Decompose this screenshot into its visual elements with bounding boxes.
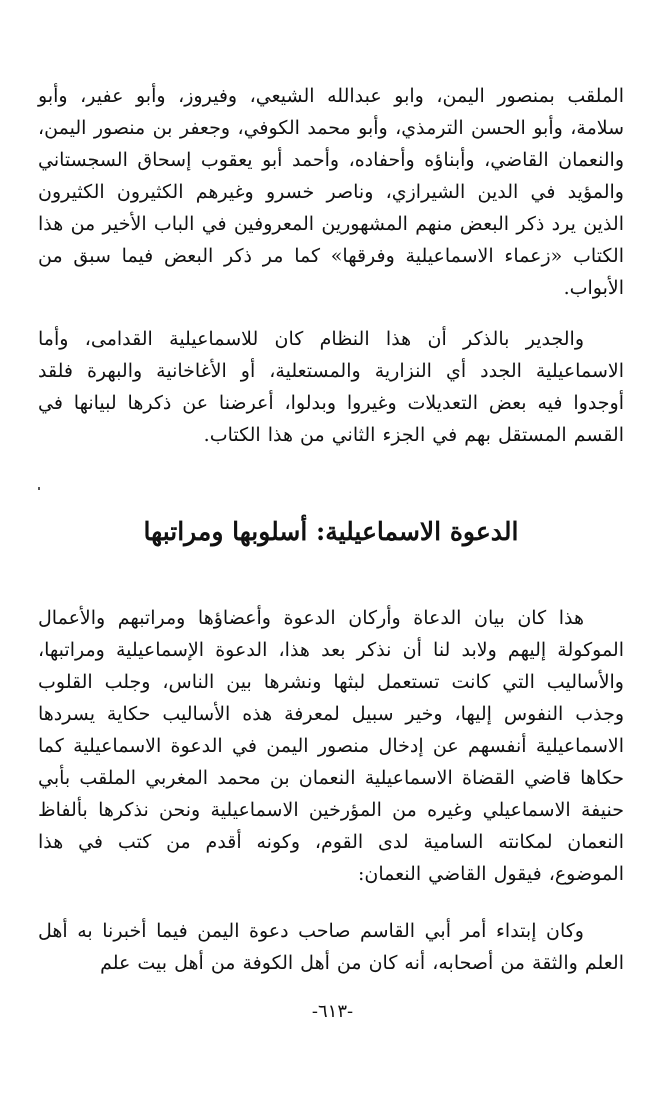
paragraph-dawa-methods: هذا كان بيان الدعاة وأركان الدعوة وأعضاؤها ومراتبهم والأعمال الموكولة إليهم ولابد لنا أن نذكر بعد هذا، الدعوة الإسماعيلية ومراتبها، والأساليب التي كانت تستعمل لبثها ونشرها بين الناس، وجلب القلوب وجذب النفوس إليها، وخير سبيل لمعرفة هذه الأساليب حكاية يسردها الاسماعيلية أنفسهم عن إدخال منصور اليمن في الدعوة الاسماعيلية كما حكاها قاضي القضاة الاسماعيلية النعمان بن محمد المغربي الملقب بأبي حنيفة الاسماعيلي وغيره من المؤرخين الاسماعيلية ونحن نذكرها بألفاظ النعمان لمكانته السامية لدى القوم، وكونه أقدم من كتب في هذا الموضوع، فيقول القاضي النعمان: [38,607,624,885]
paragraph-abu-al-qasim: وكان إبتداء أمر أبي القاسم صاحب دعوة اليمن فيما أخبرنا به أهل العلم والثقة من أصحابه، أنه كان من أهل الكوفة من أهل بيت علم [38,920,624,974]
paragraph-leaders-list: الملقب بمنصور اليمن، وابو عبدالله الشيعي، وفيروز، وأبو عفير، وأبو سلامة، وأبو الحسن الترمذي، وأبو محمد الكوفي، وجعفر بن منصور اليمن، والنعمان القاضي، وأبناؤه وأحفاده، وأحمد أبو يعقوب إسحاق السجستاني والمؤيد في الدين الشيرازي، وناصر خسرو وغيرهم الكثيرون الكثيرون الذين يرد ذكر البعض منهم المشهورين المعروفين في الباب الأخير من هذا الكتاب «زعماء الاسماعيلية وفرقها» كما مر ذكر البعض فيما سبق من الأبواب. [38,85,624,299]
section-heading: الدعوة الاسماعيلية: أسلوبها ومراتبها [143,517,519,546]
page-number: -٦١٣- [311,1001,354,1022]
paragraph-new-ismailis: والجدير بالذكر أن هذا النظام كان للاسماعيلية القدامى، وأما الاسماعيلية الجدد أي النزارية والمستعلية، أو الأغاخانية والبهرة فلقد أوجدوا فيه بعض التعديلات وغيروا وبدلوا، أعرضنا عن ذكرها لبيانها في القسم المستقل بهم في الجزء الثاني من هذا الكتاب. [38,328,624,446]
print-speck [38,487,40,490]
